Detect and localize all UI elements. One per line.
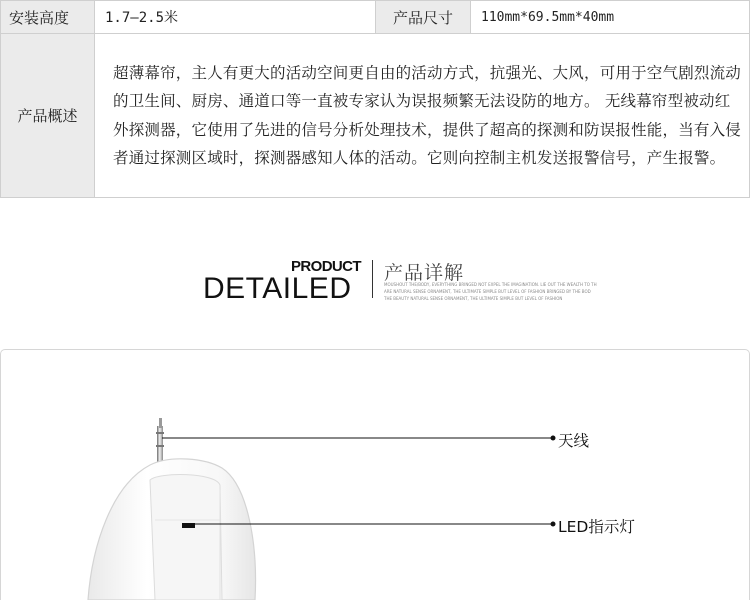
led-indicator-label: LED指示灯 [558, 518, 635, 536]
spec-table [0, 0, 750, 198]
heading-fine-print: ARE NATURAL SENSE ORNAMENT, THE ULTIMATE SIMPLE BUT LEVEL OF FASHION BRINGED BY THE BOD [384, 289, 591, 294]
product-detailed-heading [203, 258, 603, 308]
install-height-label: 安装高度 [1, 1, 95, 34]
overview-label: 产品概述 [1, 34, 95, 198]
product-size-value: 110mm*69.5mm*40mm [471, 1, 750, 34]
spec-row-dimensions [1, 1, 750, 34]
heading-divider [372, 260, 373, 298]
heading-chinese: 产品详解 [384, 262, 465, 284]
install-height-value: 1.7—2.5米 [95, 1, 376, 34]
product-size-label: 产品尺寸 [376, 1, 471, 34]
spec-row-overview [1, 34, 750, 198]
product-image-panel [0, 349, 750, 600]
heading-fine-print: THE BEAUTY NATURAL SENSE ORNAMENT, THE ULTIMATE SIMPLE BUT LEVEL OF FASHION [384, 296, 563, 301]
heading-product: PRODUCT [291, 258, 361, 275]
overview-text: 超薄幕帘，主人有更大的活动空间更自由的活动方式，抗强光、大风，可用于空气剧烈流动的卫生间、厨房、通道口等一直被专家认为误报频繁无法设防的地方。 无线幕帘型被动红外探测器，它使用了先进的信号分析处理技术，提供了超高的探测和防误报性能，当有入侵者通过探测区域时，探测器感知人体的活动。它则向控制主机发送报警信号，产生报警。 [95, 34, 750, 198]
heading-detailed: DETAILED [203, 272, 352, 305]
antenna-label: 天线 [558, 432, 590, 450]
heading-fine-print: MOUSHOUT THE/BODY, EVERYTHING BRINGED NOT EXPEL THE IMAGINATION. LIE OUT THE WEALTH TO TH [384, 282, 597, 287]
